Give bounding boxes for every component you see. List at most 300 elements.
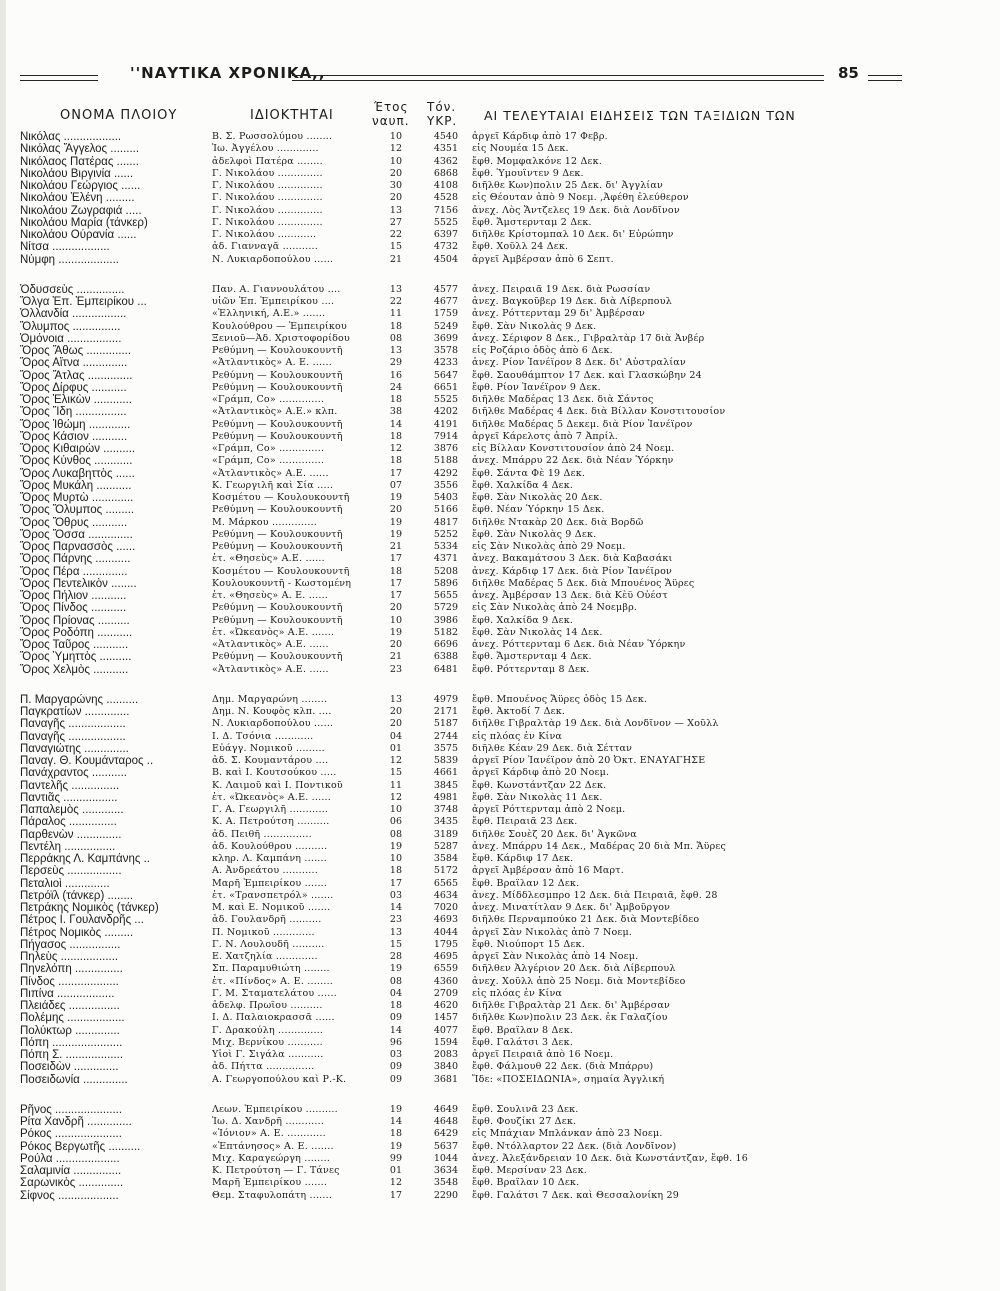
table-row	[20, 517, 960, 529]
tonnage: 7914	[433, 430, 458, 442]
latest-news: ἔφθ. Ντόλλαρτον 22 Δεκ. (διὰ Λονδῖνον)	[472, 1140, 677, 1152]
ship-name: Νικολάου Γεώργιος ......	[20, 180, 141, 192]
tonnage: 5287	[433, 840, 458, 852]
year-built: 12	[389, 791, 402, 803]
tonnage: 6388	[433, 651, 458, 663]
table-row	[20, 541, 960, 553]
latest-news: ἔφθ. Μερσίναν 23 Δεκ.	[472, 1165, 587, 1176]
year-built: 28	[389, 951, 402, 962]
owner: Α. Ἀνδρεάτου ...........	[212, 865, 318, 877]
year-built: 23	[389, 663, 402, 675]
tonnage: 4648	[433, 1116, 458, 1127]
owner: Ρεθύμνη — Κουλουκουντῆ	[212, 369, 343, 381]
table-row	[20, 143, 960, 155]
year-built: 11	[389, 779, 402, 791]
table-row	[20, 308, 960, 320]
table-row	[20, 1025, 960, 1037]
year-built: 06	[389, 816, 402, 828]
table-row	[20, 767, 960, 779]
tonnage: 3189	[433, 828, 458, 840]
owner: ἀδ. Κουλούθρου ..........	[212, 840, 328, 852]
table-row	[20, 205, 960, 217]
table-row	[20, 780, 960, 792]
tonnage: 5525	[433, 216, 458, 228]
table-row	[20, 627, 960, 639]
latest-news: ἔφθ. Ρόττερνταμ 8 Δεκ.	[472, 663, 590, 675]
latest-news: ἀργεῖ Ρίον Ἰανέϊρον ἀπὸ 20 Ὀκτ. ΕΝΑΥΑΓΗΣΕ	[472, 755, 706, 766]
owner: Λεων. Ἐμπειρίκου ..........	[212, 1103, 338, 1115]
year-built: 17	[389, 467, 402, 479]
journal-title: ''ΝΑΥΤΙΚΑ ΧΡΟΝΙΚΑ,,	[130, 64, 326, 82]
ship-name: Νύμφη ...................	[20, 253, 119, 266]
ship-name: Ρούλα ....................	[20, 1152, 120, 1165]
owner: Β. καὶ Ι. Κουτσούκου .....	[212, 767, 337, 779]
tonnage: 3681	[433, 1073, 458, 1085]
year-built: 18	[389, 320, 402, 332]
year-built: 18	[389, 455, 402, 467]
latest-news: ἔφθ. Κωνστάντζαν 22 Δεκ.	[472, 779, 607, 791]
year-built: 16	[389, 369, 402, 381]
ship-name: Ποσειδωνία ..............	[20, 1073, 128, 1086]
table-row	[20, 1177, 960, 1189]
tonnage: 4108	[433, 180, 458, 191]
ship-name: Ὄρος Ἄθως ..............	[20, 345, 132, 357]
year-built: 12	[389, 143, 402, 155]
table-row	[20, 1074, 960, 1086]
latest-news: διῆλθε Μαδέρας 5 Δεκεμ. διὰ Ρίον Ἰανέϊρον	[472, 418, 693, 430]
table-row	[20, 1037, 960, 1049]
tonnage: 6397	[433, 229, 458, 240]
year-built: 19	[389, 1140, 402, 1152]
ship-name: Πανάχραντος ...........	[20, 767, 127, 780]
latest-news: ἔφθ. Σὰν Νικολὰς 14 Δεκ.	[472, 626, 603, 638]
owner: Κ. Λαιμοῦ καὶ Ι. Ποντικοῦ	[212, 779, 343, 791]
year-built: 09	[389, 1061, 402, 1073]
ship-name: Παντιᾶς .................	[20, 791, 118, 804]
latest-news: ἔφθ. Γαλάτσι 7 Δεκ. καὶ Θεσσαλονίκη 29	[472, 1189, 680, 1201]
year-built: 96	[389, 1036, 402, 1048]
ship-name: Νικόλαος Πατέρας .......	[20, 155, 139, 168]
owner: Μ. Μάρκου ..............	[212, 516, 318, 528]
table-row	[20, 914, 960, 926]
owner: «Γράμπ, Co» ..............	[212, 443, 325, 454]
tonnage: 3578	[433, 345, 458, 356]
table-row	[20, 804, 960, 816]
owner: Ἰω. Ἀγγέλου .............	[212, 143, 319, 155]
tonnage: 5637	[433, 1140, 458, 1152]
owner: Β. Σ. Ρωσσολύμου ........	[212, 131, 333, 142]
owner: Ρεθύμνη — Κουλουκουντῆ	[212, 504, 343, 516]
tonnage: 4077	[433, 1024, 458, 1036]
tonnage: 4504	[433, 253, 458, 265]
col-owners: ΙΔΙΟΚΤΗΤΑΙ	[250, 108, 334, 123]
year-built: 24	[389, 381, 402, 393]
table-row	[20, 731, 960, 743]
group-spacer	[20, 266, 960, 284]
tonnage: 4979	[433, 693, 458, 705]
latest-news: ἔφθ. Φουζίκι 27 Δεκ.	[472, 1116, 577, 1127]
latest-news: διῆλθε Γιβραλτὰρ 19 Δεκ. διὰ Λονδῖνον — Χοῦλλ	[472, 718, 719, 730]
year-built: 17	[389, 590, 402, 601]
owner: Γ. Ν. Λουλουδῆ ..........	[212, 938, 325, 950]
latest-news: διῆλθε Περναμπούκο 21 Δεκ. διὰ Μοντεβίδεο	[472, 914, 700, 926]
ship-name: Νικόλας Ἄγγελος .........	[20, 143, 140, 156]
owner: Ξενιοῦ—Ἀδ. Χριστοφορίδου	[212, 332, 350, 344]
latest-news: ἔφθ. Χαλκίδα 4 Δεκ.	[472, 479, 574, 491]
owner: ἑτ. «Θησεὺς» Α. Ε. ......	[212, 590, 329, 601]
ship-name: Ὄρος Ἴδη ................	[20, 406, 127, 419]
year-built: 18	[389, 430, 402, 442]
group-spacer	[20, 1086, 960, 1104]
table-row	[20, 168, 960, 180]
owner: Παν. Α. Γιαννουλάτου ....	[212, 283, 341, 295]
tonnage: 4693	[433, 914, 458, 926]
owner: Π. Νομικοῦ .............	[212, 926, 315, 938]
ship-name: Ρίτα Χανδρῆ ..............	[20, 1116, 132, 1128]
owner: ἀδ. Σ. Κουμαντάρου ....	[212, 755, 329, 766]
owner: υἱῶν Ἐπ. Ἐμπειρίκου ....	[212, 296, 335, 307]
tonnage: 5188	[433, 455, 458, 467]
ship-name: Νικολάου Οὐρανία ......	[20, 229, 137, 241]
year-built: 12	[389, 1177, 402, 1189]
ship-name: Παρθενὼν ..............	[20, 828, 122, 841]
year-built: 21	[389, 253, 402, 265]
owner: «Ἀτλαντικὸς» Α.Ε.» κλπ.	[212, 406, 338, 418]
year-built: 22	[389, 229, 402, 240]
table-row	[20, 706, 960, 718]
ship-name: Ὄρος Πεντελικὸν ........	[20, 577, 137, 590]
ship-name: Ὄρος Κύνθος ............	[20, 455, 133, 468]
ship-name: Ὄρος Ἰθώμη .............	[20, 418, 131, 431]
latest-news: ἔφθ. Νιούπορτ 15 Δεκ.	[472, 938, 585, 950]
year-built: 08	[389, 975, 402, 987]
table-row	[20, 480, 960, 492]
latest-news: ἀνεχ. Ἀλεξάνδρειαν 10 Δεκ. διὰ Κωνστάντζαν, ἔφθ. 16	[472, 1152, 749, 1164]
owner: ἑτ. «Τρανσπετρόλ» .......	[212, 889, 334, 901]
table-row	[20, 890, 960, 902]
ship-name: Ὄρος Δίρφυς ...........	[20, 381, 127, 394]
owner: Ι. Δ. Παλαιοκρασσᾶ ......	[212, 1012, 335, 1024]
owner: Δημ. Ν. Κουφὸς κλπ. ....	[212, 706, 332, 717]
latest-news: ἔφθ. Χαλκίδα 9 Δεκ.	[472, 614, 574, 626]
table-row	[20, 566, 960, 578]
year-built: 03	[389, 889, 402, 901]
tonnage: 4351	[433, 143, 458, 155]
year-built: 18	[389, 1000, 402, 1011]
ship-name: Ὀλλανδία .................	[20, 308, 127, 321]
table-row	[20, 394, 960, 406]
year-built: 10	[389, 614, 402, 626]
latest-news: ἔφθ. Σὰν Νικολὰς 11 Δεκ.	[472, 791, 603, 803]
latest-news: ἔφθ. Σαουθάμπτον 17 Δεκ. καὶ Γλασκώβην 24	[472, 369, 702, 381]
tonnage: 1457	[433, 1012, 458, 1024]
tonnage: 4661	[433, 767, 458, 779]
ship-name: Νικολάου Βιργινία ......	[20, 167, 134, 180]
ship-name: Πιπίνα ..................	[20, 987, 115, 1000]
latest-news: εἰς Νουμέα 15 Δεκ.	[472, 143, 569, 155]
table-row	[20, 639, 960, 651]
year-built: 14	[389, 418, 402, 430]
owner: Ρεθύμνη — Κουλουκουντῆ	[212, 345, 343, 356]
year-built: 10	[389, 155, 402, 167]
latest-news: διῆλθε Κων)πολιν 25 Δεκ. δι' Ἀγγλίαν	[472, 180, 663, 191]
table-row	[20, 743, 960, 755]
tonnage: 1759	[433, 308, 458, 320]
latest-news: ἔφθ. Σὰν Νικολὰς 20 Δεκ.	[472, 492, 603, 503]
owner: Κ. Γεωργιλῆ καὶ Σία .....	[212, 479, 334, 491]
ship-name: Ρόκος Βεργωτῆς ..........	[20, 1140, 141, 1153]
year-built: 23	[389, 914, 402, 926]
year-built: 13	[389, 926, 402, 938]
year-built: 13	[389, 345, 402, 356]
latest-news: ἀργεῖ Σὰν Νικολὰς ἀπὸ 7 Νοεμ.	[472, 926, 633, 938]
owner: ἑτ. «Ὠκεανὸς» Α.Ε. ......	[212, 791, 331, 803]
year-built: 19	[389, 528, 402, 540]
table-row	[20, 976, 960, 988]
ship-name: Περσεὺς .................	[20, 865, 122, 878]
ship-name: Ὄρος Ὑμηττὸς ..........	[20, 651, 132, 664]
table-row	[20, 254, 960, 266]
tonnage: 5172	[433, 865, 458, 877]
tonnage: 3840	[433, 1061, 458, 1073]
table-row	[20, 651, 960, 663]
year-built: 21	[389, 541, 402, 552]
year-built: 07	[389, 479, 402, 491]
tonnage: 6429	[433, 1128, 458, 1140]
tonnage: 1044	[433, 1152, 458, 1164]
owner: ἀδελφ. Πρωΐου ..........	[212, 1000, 323, 1011]
table-row	[20, 1061, 960, 1073]
tonnage: 4191	[433, 418, 458, 430]
tonnage: 4362	[433, 155, 458, 167]
owner: «Ἐπτάνησος» Α. Ε. .......	[212, 1140, 334, 1152]
owner: Υἱοὶ Γ. Σιγάλα ...........	[212, 1049, 324, 1060]
year-built: 19	[389, 963, 402, 975]
ship-name: Ὄρος Πρίονας ..........	[20, 614, 130, 627]
tonnage: 4695	[433, 951, 458, 962]
ship-register	[20, 131, 960, 1202]
table-row	[20, 431, 960, 443]
table-row	[20, 333, 960, 345]
latest-news: ἔφθ. Ρίον Ἰανέϊρον 9 Δεκ.	[472, 381, 601, 393]
owner: Μαρῆ Ἐμπειρίκου .......	[212, 1177, 328, 1189]
ship-name: Πεταλιοὶ ..............	[20, 877, 110, 890]
year-built: 09	[389, 1073, 402, 1085]
latest-news: εἰς Μπάχιαν Μπλάνκαν ἀπὸ 23 Νοεμ.	[472, 1128, 663, 1140]
ship-name: Ὄρος Πίνδος ...........	[20, 602, 127, 615]
table-row	[20, 296, 960, 308]
year-built: 12	[389, 443, 402, 454]
latest-news: ἀνεχ. Ἀμβέρσαν 13 Δεκ. διὰ Κὲϋ Οὐέστ	[472, 590, 668, 601]
tonnage: 3435	[433, 816, 458, 828]
owner: Ν. Λυκιαρδοπούλου ......	[212, 718, 334, 730]
tonnage: 5403	[433, 492, 458, 503]
latest-news: διῆλθε Μαδέρας 5 Δεκ. διὰ Μπουένος Ἄϋρες	[472, 577, 695, 589]
table-row	[20, 694, 960, 706]
ship-name: Ρόκος .....................	[20, 1128, 122, 1141]
tonnage: 3748	[433, 804, 458, 815]
tonnage: 4540	[433, 131, 458, 142]
ship-name: Παντελῆς ...............	[20, 779, 120, 792]
table-row	[20, 841, 960, 853]
latest-news: ἀνεχ. Σέριφον 8 Δεκ., Γιβραλτὰρ 17 διὰ Ἀνβέρ	[472, 332, 705, 344]
tonnage: 4371	[433, 553, 458, 565]
year-built: 14	[389, 1024, 402, 1036]
owner: Ρεθύμνη — Κουλουκουντῆ	[212, 381, 343, 393]
table-row	[20, 615, 960, 627]
latest-news: ἀνεχ. Βακαμάτσου 3 Δεκ. διὰ Καβασάκι	[472, 553, 673, 565]
ship-name: Πηλεὺς ..................	[20, 951, 119, 963]
table-row	[20, 602, 960, 614]
tonnage: 2083	[433, 1049, 458, 1060]
ship-name: Ὄρος Ροδόπη ...........	[20, 626, 133, 639]
latest-news: ἀργεῖ Σὰν Νικολὰς ἀπὸ 14 Νοεμ.	[472, 951, 639, 962]
latest-news: ἀνεχ. Πειραιᾶ 19 Δεκ. διὰ Ρωσσίαν	[472, 283, 651, 295]
tonnage: 4233	[433, 357, 458, 369]
tonnage: 1795	[433, 938, 458, 950]
ship-name: Νικολάου Ζωγραφιά .....	[20, 204, 142, 217]
table-row	[20, 131, 960, 143]
year-built: 18	[389, 394, 402, 405]
ship-name: Ὄρος Ὄσσα ..............	[20, 528, 133, 541]
year-built: 14	[389, 1116, 402, 1127]
tonnage: 5839	[433, 755, 458, 766]
year-built: 01	[389, 1165, 402, 1176]
owner: Ι. Δ. Τσόνια ............	[212, 730, 314, 742]
tonnage: 3699	[433, 332, 458, 344]
latest-news: ἔφθ. Βραΐλαν 10 Δεκ.	[472, 1177, 580, 1189]
table-row	[20, 939, 960, 951]
header-rule-left	[20, 75, 98, 81]
ship-name: Ὄρος Ὄλυμπος .........	[20, 504, 135, 517]
owner: ἑτ. «Θησεὺς» Α.Ε. ......	[212, 553, 325, 565]
table-row	[20, 755, 960, 767]
latest-news: ἀνεχ. Μίδδλεσμπρο 12 Δεκ. διὰ Πειραιᾶ, ἔφθ. 28	[472, 889, 718, 901]
latest-news: εἰς πλόας ἐν Κίνα	[472, 730, 563, 742]
latest-news: ἀνεχ. Μπάρρυ 22 Δεκ. διὰ Νέαν Ὑόρκην	[472, 455, 674, 467]
ship-name: Ὄρος Κιθαιρὼν ..........	[20, 443, 136, 455]
latest-news: ἔφθ. Κάρδιφ 17 Δεκ.	[472, 853, 574, 864]
latest-news: ἔφθ. Μπουένος Ἄϋρες ὁδὸς 15 Δεκ.	[472, 693, 648, 705]
table-row	[20, 345, 960, 357]
table-row	[20, 853, 960, 865]
ship-name: Περράκης Λ. Καμπάνης ..	[20, 853, 150, 865]
year-built: 29	[389, 357, 402, 369]
ship-name: Πέτρος Ι. Γουλανδρῆς ...	[20, 914, 144, 927]
ship-name: Παναγιώτης ..............	[20, 742, 129, 755]
col-ship-name: ΟΝΟΜΑ ΠΛΟΙΟΥ	[60, 108, 178, 123]
table-row	[20, 284, 960, 296]
year-built: 08	[389, 332, 402, 344]
year-built: 17	[389, 1189, 402, 1201]
latest-news: διῆλθε Γιβραλτὰρ 21 Δεκ. δι' Ἀμβέρσαν	[472, 1000, 670, 1011]
table-row	[20, 1141, 960, 1153]
group-spacer	[20, 676, 960, 694]
table-row	[20, 406, 960, 418]
year-built: 18	[389, 865, 402, 877]
ship-name: Ὄρος Πάρνης ...........	[20, 553, 131, 566]
ship-name: Πόπη ......................	[20, 1036, 123, 1049]
owner: ἑτ. «Ὠκεανὸς» Α.Ε. .......	[212, 626, 335, 638]
year-built: 04	[389, 987, 402, 999]
tonnage: 5334	[433, 541, 458, 552]
scan-margin	[0, 0, 6, 1291]
ship-name: Πίνδος ...................	[20, 975, 119, 988]
tonnage: 4292	[433, 467, 458, 479]
ship-name: Ρῆνος .....................	[20, 1103, 123, 1116]
latest-news: ἀργεῖ Ἀμβέρσαν ἀπὸ 16 Μαρτ.	[472, 865, 624, 877]
latest-news: ἔφθ. Ἄμστερνταμ 2 Δεκ.	[472, 216, 592, 228]
col-tons-line1: Τόν.	[427, 100, 457, 114]
ship-name: Ὄρος Πέρα ..............	[20, 565, 128, 578]
table-row	[20, 718, 960, 730]
table-row	[20, 1000, 960, 1012]
table-row	[20, 321, 960, 333]
owner: «Ἑλληνική, Α.Ε.» .......	[212, 308, 326, 320]
table-row	[20, 902, 960, 914]
ship-name: Πηνελόπη ...............	[20, 963, 123, 976]
tonnage: 3548	[433, 1177, 458, 1189]
owner: Γ. Νικολάου ..............	[212, 216, 323, 228]
latest-news: εἰς Σὰν Νικολὰς ἀπὸ 24 Νοεμβρ.	[472, 602, 638, 614]
owner: «Ἀτλαντικὸς» Α.Ε. ......	[212, 639, 329, 650]
owner: «Ἀτλαντικὸς» Α.Ε. ......	[212, 663, 329, 675]
owner: Γ. Νικολάου ..............	[212, 167, 323, 179]
owner: Δημ. Μαργαρώνη ........	[212, 693, 328, 705]
ship-name: Ποσειδὼν ..............	[20, 1061, 119, 1074]
ship-name: Ὄρος Κάσιον ...........	[20, 430, 128, 443]
ship-name: Ὄρος Αἴτνα ..............	[20, 357, 128, 370]
latest-news: ἔφθ. Σουλινᾶ 23 Δεκ.	[472, 1103, 579, 1115]
tonnage: 2709	[433, 987, 458, 999]
latest-news: εἰς πλόας ἐν Κίνα	[472, 987, 563, 999]
tonnage: 4981	[433, 791, 458, 803]
year-built: 38	[389, 406, 402, 418]
tonnage: 4732	[433, 241, 458, 253]
ship-name: Πέτρος Νομικὸς .........	[20, 926, 134, 939]
owner: Ἰω. Δ. Χανδρῆ ............	[212, 1116, 325, 1127]
page-number: 85	[838, 64, 859, 82]
latest-news: ἀνεχ. Κάρδιφ 17 Δεκ. διὰ Ρίον Ἰανέϊρον	[472, 565, 672, 577]
table-row	[20, 1104, 960, 1116]
col-year-line2: ναυπ.	[372, 114, 410, 128]
owner: Γ. Νικολάου ............	[212, 229, 317, 240]
owner: Θεμ. Σταφυλοπάτη .......	[212, 1189, 333, 1201]
latest-news: ἔφθ. Πειραιᾶ 23 Δεκ.	[472, 816, 578, 828]
tonnage: 5187	[433, 718, 458, 730]
latest-news: διῆλθε Κρίστομπαλ 10 Δεκ. δι' Εὐρώπην	[472, 229, 674, 240]
table-row	[20, 455, 960, 467]
year-built: 22	[389, 296, 402, 307]
year-built: 17	[389, 577, 402, 589]
ship-name: Πόπη Σ. ..................	[20, 1049, 124, 1061]
tonnage: 2744	[433, 730, 458, 742]
year-built: 18	[389, 565, 402, 577]
ship-name: Ὁμόνοια .................	[20, 332, 122, 345]
table-row	[20, 1190, 960, 1202]
year-built: 12	[389, 755, 402, 766]
owner: κληρ. Λ. Καμπάνη .......	[212, 853, 327, 864]
ship-name: Ὄρος Χελμὸς ...........	[20, 663, 129, 676]
owner: Ρεθύμνη — Κουλουκουντῆ	[212, 528, 343, 540]
tonnage: 4817	[433, 516, 458, 528]
latest-news: ἔφθ. Ὑμουΐντεν 9 Δεκ.	[472, 167, 584, 179]
owner: Κουλουκουντῆ - Κωστομένη	[212, 577, 352, 589]
ship-name: Ὄρος Μυρτὼ .............	[20, 492, 134, 504]
tonnage: 6696	[433, 639, 458, 650]
tonnage: 5525	[433, 394, 458, 405]
table-row	[20, 1012, 960, 1024]
